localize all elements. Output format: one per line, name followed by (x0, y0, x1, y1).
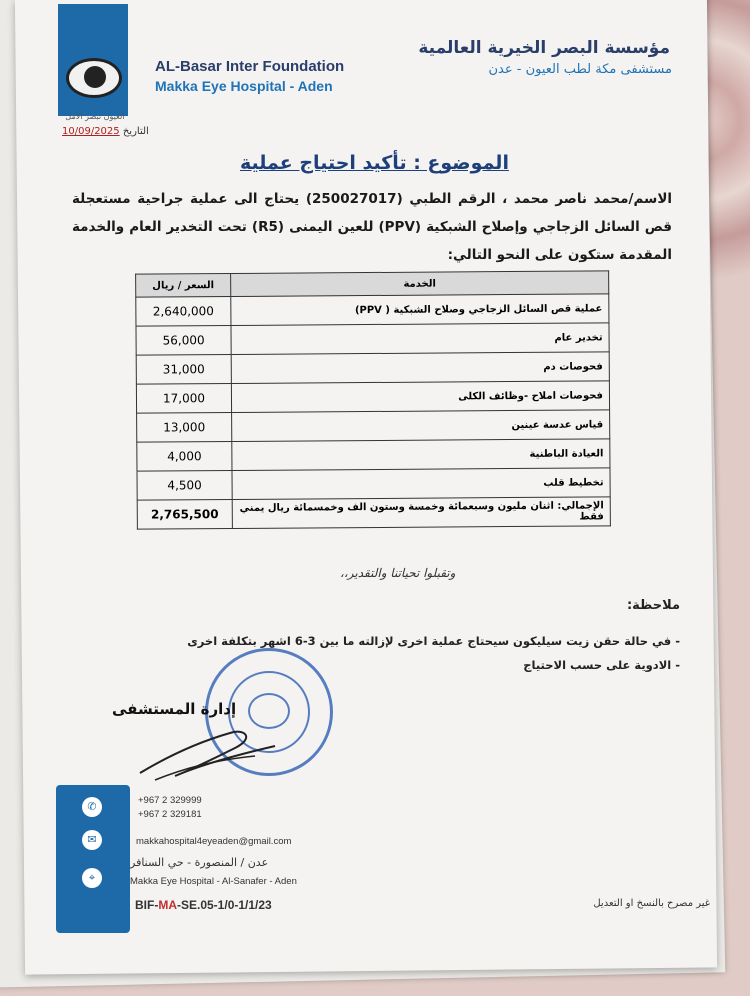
service-cell: تخطيط قلب (232, 468, 610, 500)
price-cell: 4,500 (137, 470, 232, 500)
handwritten-signature (135, 718, 285, 788)
service-cell: العيادة الباطنية (232, 439, 610, 471)
total-value: 2,765,500 (137, 499, 232, 529)
code-rest: -SE.05-1/0-1/1/23 (177, 898, 272, 912)
org-name-english: AL-Basar Inter Foundation (155, 58, 345, 75)
document-code (135, 898, 272, 912)
table-header-row (136, 271, 609, 297)
service-cell: تخدير عام (231, 323, 609, 355)
date-value: 10/09/2025 (62, 126, 120, 137)
phone-icon: ✆ (82, 797, 102, 817)
copy-restriction-note: غير مصرح بالنسخ او التعديل (593, 898, 710, 909)
price-cell: 13,000 (137, 412, 232, 442)
subject-heading: الموضوع : تأكيد احتياج عملية (240, 152, 509, 174)
note-item: - الادوية على حسب الاحتياج (523, 658, 680, 672)
service-cell: قياس عدسة عينين (232, 410, 610, 442)
price-cell: 2,640,000 (136, 296, 231, 326)
phone-number-2: +967 2 329181 (138, 809, 202, 820)
table-row (136, 323, 609, 355)
price-cell: 17,000 (136, 383, 231, 413)
price-cell: 31,000 (136, 354, 231, 384)
address-arabic: عدن / المنصورة - حي السنافر (130, 856, 269, 869)
code-ma: MA (158, 898, 177, 912)
total-label: الإجمالي: اثنان مليون وسبعمائة وخمسة وستون الف وخمسمائة ريال يمني فقط (232, 497, 610, 529)
services-table (135, 270, 611, 529)
service-cell: فحوصات دم (231, 352, 609, 384)
closing-thanks: وتقبلوا تحياتنا والتقدير،، (340, 566, 456, 580)
service-column-header: الخدمة (231, 271, 609, 297)
price-cell: 56,000 (136, 325, 231, 355)
hospital-name-arabic: مستشفى مكة لطب العيون - عدن (488, 62, 672, 77)
eye-pupil-icon (84, 66, 106, 88)
phone-number-1: +967 2 329999 (138, 795, 202, 806)
org-name-arabic: مؤسسة البصر الخيرية العالمية (418, 38, 670, 58)
price-cell: 4,000 (137, 441, 232, 471)
table-row (137, 439, 610, 471)
service-cell: عملية قص السائل الزجاجي وصلاح الشبكية ( PPV) (231, 294, 609, 326)
location-icon: ⌖ (82, 868, 102, 888)
table-row (136, 381, 609, 413)
email-address: makkahospital4eyeaden@gmail.com (136, 836, 292, 847)
table-row (136, 352, 609, 384)
note-item: - في حالة حقن زيت سيليكون سيحتاج عملية اخرى لإزالته ما بين 3-6 اشهر بتكلفة اخرى (187, 634, 680, 648)
body-paragraph: الاسم/محمد ناصر محمد ، الرقم الطبي (250027017) يحتاج الى عملية جراحية مستعجلة قص السائل الزجاجي وإصلاح الشبكية (PPV) للعين اليمنى (R5) تحت التخدير العام والخدمة المقدمة ستكون على النحو التالي: (72, 191, 672, 263)
email-icon: ✉ (82, 830, 102, 850)
code-prefix: BIF- (135, 898, 159, 912)
table-row (137, 468, 610, 500)
date-line (62, 126, 149, 137)
date-label: التاريخ (122, 126, 149, 137)
notes-title: ملاحظة: (626, 598, 680, 613)
table-row (136, 294, 609, 326)
address-english: Makka Eye Hospital - Al-Sanafer - Aden (130, 876, 297, 887)
total-row (137, 497, 610, 529)
hospital-name-english: Makka Eye Hospital - Aden (155, 78, 333, 94)
management-signature-label: إدارة المستشفى (112, 700, 237, 718)
price-column-header: السعر / ريال (136, 273, 231, 297)
service-cell: فحوصات املاح -وظائف الكلى (231, 381, 609, 413)
table-row (137, 410, 610, 442)
logo-caption: العيون تبصر الامل (65, 112, 125, 121)
